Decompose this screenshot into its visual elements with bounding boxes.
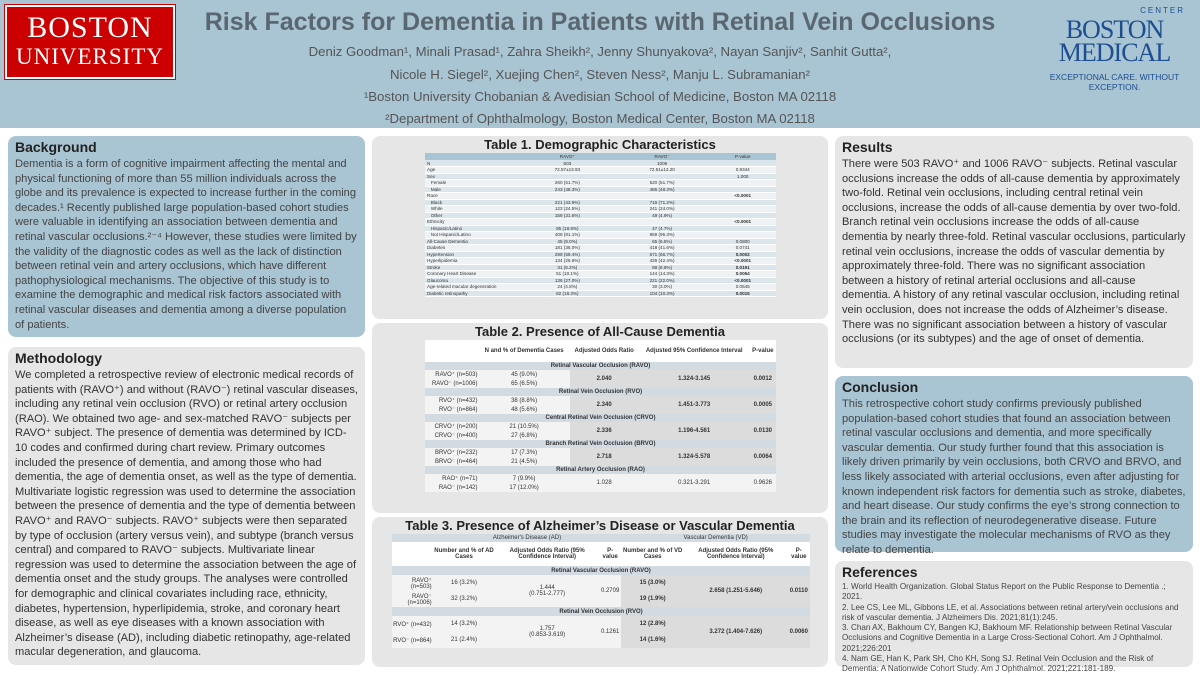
t2-col-1: N and % of Dementia Cases — [484, 348, 564, 354]
t1-cell: 299 (59.4%) — [520, 251, 615, 258]
t2-group-label: RAO⁻ (n=142) — [425, 483, 479, 492]
t2-pvalue: 0.0064 — [750, 448, 776, 466]
table-section-row — [425, 388, 776, 396]
t1-header-1: RAVO⁺ — [520, 153, 615, 160]
t2-pvalue: 0.9626 — [750, 474, 776, 492]
conclusion-text: This retrospective cohort study confirms previously published population-based cohort studies that found an association between retinal vascular occlusions and dementia, and more specifically vascular dementia. Our study further found that this association is likely driven primarily by vein occlusions, both CRVO and BRVO, and less likely associated with arterial occlusions, even after adjusting for known independent risk factors for dementia such as stroke, diabetes, and heart disease. Our study confirms the eye’s strong connection to the brain and its reflection of neurodegenerative disease. Future studies may investigate the molecular mechanisms of RVO as they relate to dementia. — [842, 398, 1186, 556]
t3-ad-label: Alzheimer's Disease (AD) — [492, 535, 562, 541]
bmc-line1: BOSTON — [1065, 15, 1164, 44]
t3-col-4: Number and % of VD Cases — [622, 548, 683, 560]
t2-odds-ratio: 2.040 — [570, 370, 639, 388]
t3-col-3: P-value — [602, 548, 618, 560]
table2-title: Table 2. Presence of All-Cause Dementia — [475, 324, 725, 339]
conclusion-heading: Conclusion — [842, 379, 919, 395]
t3-vd-label: Vascular Dementia (VD) — [683, 535, 748, 541]
table2-panel — [372, 323, 828, 513]
t2-ci: 0.321-3.291 — [639, 474, 750, 492]
t3-vd-cases: 12 (2.8%) — [621, 616, 684, 632]
authors-line-1: Deniz Goodman¹, Minali Prasad¹, Zahra Sheikh², Jenny Shunyakova², Nayan Sanjiv², Sanhit Gutta², — [308, 44, 892, 59]
table3-panel — [372, 517, 828, 667]
t3-vd-cases: 19 (1.9%) — [621, 591, 684, 607]
t2-odds-ratio: 1.028 — [570, 474, 639, 492]
demographics-table — [425, 153, 776, 297]
dementia-table — [425, 340, 776, 492]
t3-vd-pvalue: 0.0060 — [788, 616, 810, 648]
boston-medical-center-logo — [1032, 4, 1197, 92]
t3-ad-cases: 21 (2.4%) — [433, 632, 496, 648]
table-row — [392, 616, 810, 632]
results-text: There were 503 RAVO⁺ and 1006 RAVO⁻ subjects. Retinal vascular occlusions increase the odds of all-cause dementia by approximately two-fold. Retinal vein occlusions, including central retinal vein occlusions, increase the odds of all-cause dementia by over two-fold. Branch retinal vein occlusions increase the odds of all-cause dementia by nearly three-fold. Retinal vascular occlusions, particularly retinal vein occlusions, increase the odds of vascular dementia by approximately three-fold. There was no significant association between a history of retinal arterial occlusions and all-cause dementia. A history of any retinal vascular occlusion, including retinal vein occlusion, does not increase the odds of Alzheimer’s disease. There was no significant association between a history of vascular occlusions (or its subtypes) and the age of onset of dementia. — [842, 158, 1186, 346]
t2-col-3: Adjusted 95% Confidence Interval — [645, 348, 743, 354]
t2-group-label: CRVO⁻ (n=400) — [425, 431, 479, 440]
t3-col-2: Adjusted Odds Ratio (95% Confidence Interval) — [509, 548, 585, 560]
t1-cell: 503 — [520, 160, 615, 167]
results-panel — [835, 136, 1193, 368]
t2-col-2: Adjusted Odds Ratio — [574, 348, 634, 354]
table3-title: Table 3. Presence of Alzheimer’s Disease or Vascular Dementia — [405, 518, 795, 533]
table-row — [425, 448, 776, 457]
t1-cell: Race — [425, 193, 520, 200]
bmc-tagline: EXCEPTIONAL CARE. WITHOUT EXCEPTION. — [1049, 72, 1180, 92]
table-row — [425, 474, 776, 483]
t2-cases: 48 (5.6%) — [479, 405, 570, 414]
results-heading: Results — [842, 139, 893, 155]
t1-cell: 716 (71.2%) — [615, 199, 710, 206]
t3-ad-cases: 32 (3.2%) — [433, 591, 496, 607]
t1-cell: 426 (42.4%) — [615, 258, 710, 265]
t3-vd-cases: 14 (1.6%) — [621, 632, 684, 648]
t1-cell: Coronary Heart Disease — [425, 271, 520, 278]
t1-cell: Sex — [425, 173, 520, 180]
t2-cases: 17 (7.3%) — [479, 448, 570, 457]
t1-cell: 134 (26.6%) — [520, 258, 615, 265]
table1-title: Table 1. Demographic Characteristics — [484, 137, 716, 152]
t3-col-1: Number and % of AD Cases — [434, 548, 494, 560]
t1-cell: 486 (48.3%) — [615, 186, 710, 193]
t1-cell: 0.0545 — [709, 284, 776, 291]
t3-group-label: RVO⁻ (n=864) — [392, 632, 433, 648]
t1-cell: 30 (3.0%) — [615, 284, 710, 291]
t2-cases: 45 (9.0%) — [479, 370, 570, 379]
table-section-row — [392, 607, 810, 616]
t1-cell: Other — [425, 212, 520, 219]
t3-vd-pvalue: 0.0110 — [788, 575, 810, 607]
background-text: Dementia is a form of cognitive impairment affecting the mental and physical functioning of more than 55 million individuals across the globe and its prevalence is expected to increase further in the coming decades.¹ Recently published large population-based cohort studies were valuable in identifying an association between dementia and retinal vascular occlusions.²⁻⁴ However, these studies were limited by the validity of the diagnostic codes as well as the lack of distinction between retinal vein and artery occlusions, which have different pathophysiological mechanisms. The objective of this study is to examine the demographic and medical risk factors associated with retinal vascular diseases and dementia among a diverse population of patients. — [15, 158, 357, 331]
t1-cell: 959 (95.3%) — [615, 232, 710, 239]
t1-header-2: RAVO⁻ — [615, 153, 710, 160]
t1-cell: Not Hispanic/Latino — [425, 232, 520, 239]
background-panel — [8, 136, 365, 337]
methodology-heading: Methodology — [15, 350, 103, 366]
t1-cell: <0.0001 — [709, 258, 776, 265]
t1-cell: Diabetic retinopathy — [425, 290, 520, 297]
background-heading: Background — [15, 139, 97, 155]
t1-cell: <0.0001 — [709, 193, 776, 200]
t2-ci: 1.451-3.773 — [639, 396, 750, 414]
t1-cell: 95 (18.9%) — [520, 225, 615, 232]
t1-cell: 82 (16.3%) — [520, 290, 615, 297]
t2-section: Branch Retinal Vein Occlusion (BRVO) — [425, 440, 776, 448]
t3-ad-or-ci: (0.751-2.777) — [529, 591, 566, 597]
t1-cell: 181 (36.0%) — [520, 245, 615, 252]
t1-cell: Age — [425, 167, 520, 174]
t3-ad-or-value: 1.444 — [539, 585, 555, 591]
t1-cell: 0.0800 — [709, 238, 776, 245]
t3-section: Retinal Vein Occlusion (RVO) — [392, 607, 810, 616]
table-section-row — [425, 466, 776, 474]
t3-ad-pvalue: 0.2709 — [599, 575, 621, 607]
affiliation-1: ¹Boston University Chobanian & Avedisian School of Medicine, Boston MA 02118 — [363, 89, 837, 104]
boston-university-logo — [5, 5, 175, 79]
t1-cell: Diabetes — [425, 245, 520, 252]
t3-ad-odds-ratio — [495, 616, 599, 648]
t2-cases: 21 (10.5%) — [479, 422, 570, 431]
table-row — [392, 575, 810, 591]
t1-cell: Hyperlipidemia — [425, 258, 520, 265]
t1-cell: 260 (51.7%) — [520, 180, 615, 187]
t1-cell: Glaucoma — [425, 277, 520, 284]
t3-ad-odds-ratio — [495, 575, 599, 607]
reference-1: 1. World Health Organization. Global Status Report on the Public Response to Dementia .; 2021. — [842, 582, 1166, 602]
t1-cell: Male — [425, 186, 520, 193]
t1-cell: 0.0002 — [709, 251, 776, 258]
t2-cases: 17 (12.0%) — [479, 483, 570, 492]
t3-ad-or-value: 1.757 — [539, 626, 555, 632]
table-section-row — [425, 362, 776, 370]
t2-section: Retinal Vein Occlusion (RVO) — [425, 388, 776, 396]
table-section-row — [425, 414, 776, 422]
t1-cell: 31 (6.2%) — [520, 264, 615, 271]
t1-cell: <0.0001 — [709, 219, 776, 226]
t1-cell: White — [425, 206, 520, 213]
t3-vd-odds-ratio: 3.272 (1.404-7.626) — [684, 616, 788, 648]
t1-cell: 0.0015 — [709, 290, 776, 297]
t1-cell: 221 (22.0%) — [615, 277, 710, 284]
t1-cell: 241 (24.0%) — [615, 206, 710, 213]
t2-cases: 38 (8.8%) — [479, 396, 570, 405]
t2-group-label: BRVO⁺ (n=232) — [425, 448, 479, 457]
t1-cell: 72.51±13.20 — [615, 167, 710, 174]
t3-ad-cases: 14 (3.2%) — [433, 616, 496, 632]
t1-cell: 65 (6.5%) — [615, 238, 710, 245]
affiliation-2: ²Department of Ophthalmology, Boston Medical Center, Boston MA 02118 — [385, 111, 815, 126]
t3-col-5: Adjusted Odds Ratio (95% Confidence Interval) — [698, 548, 774, 560]
t1-cell: 0.0064 — [709, 271, 776, 278]
table-section-row — [392, 566, 810, 575]
t2-group-label: RVO⁺ (n=432) — [425, 396, 479, 405]
reference-4: 4. Nam GE, Han K, Park SH, Cho KH, Song SJ. Retinal Vein Occlusion and the Risk of Dementia: A Nationwide Cohort Study. Am J Ophthalmol. 2021;221:181-189. — [842, 654, 1154, 674]
t3-ad-pvalue: 0.1261 — [599, 616, 621, 648]
t1-cell: N — [425, 160, 520, 167]
t2-group-label: RAVO⁻ (n=1006) — [425, 379, 479, 388]
t1-cell: 520 (51.7%) — [615, 180, 710, 187]
t1-cell: Age-related macular degeneration — [425, 284, 520, 291]
t1-cell: 24 (4.8%) — [520, 284, 615, 291]
t1-cell: 418 (41.6%) — [615, 245, 710, 252]
t2-cases: 65 (6.5%) — [479, 379, 570, 388]
t2-odds-ratio: 2.340 — [570, 396, 639, 414]
table-row — [425, 422, 776, 431]
t2-col-4: P-value — [752, 348, 774, 354]
t1-cell: 123 (24.5%) — [520, 206, 615, 213]
poster-title: Risk Factors for Dementia in Patients with Retinal Vein Occlusions — [204, 8, 996, 36]
t1-cell: 47 (4.7%) — [615, 225, 710, 232]
t2-group-label: RAO⁺ (n=71) — [425, 474, 479, 483]
t1-cell: Black — [425, 199, 520, 206]
t1-cell: 51 (10.1%) — [520, 271, 615, 278]
table1-panel — [372, 136, 828, 319]
t1-cell: Ethnicity — [425, 219, 520, 226]
t2-section: Retinal Vascular Occlusion (RAVO) — [425, 362, 776, 370]
t1-cell: 88 (8.8%) — [615, 264, 710, 271]
t1-cell: 159 (31.6%) — [520, 212, 615, 219]
ad-vd-table — [392, 534, 810, 648]
t2-pvalue: 0.0005 — [750, 396, 776, 414]
t3-group-label: RVO⁺ (n=432) — [392, 616, 433, 632]
t3-ad-cases: 16 (3.2%) — [433, 575, 496, 591]
methodology-text: We completed a retrospective review of electronic medical records of patients with (RAVO⁺) and without (RAVO⁻) retinal vascular diseases, including any retinal vein occlusion (RVO) or retinal artery occlusion (RAO). We obtained two age- and sex-matched RAVO⁻ subjects per RAVO⁺ subject. The presence of dementia was determined by ICD-10 codes and confirmed during chart review. Primary outcomes included the presence of dementia, and among those who had dementia, the age of dementia onset, as well as the type of dementia. Multivariate logistic regression was used to determine the association between the presence of dementia and the type of dementia between RAVO⁺ and RAVO⁻ subjects. RAVO⁺ subjects were then separated by type of occlusion (artery versus vein), and subtype (branch versus central) and compared to RAVO⁻ subjects. Multivariate linear regression was used to determine the association between the age of dementia onset and the study groups. The analyses were controlled for demographic and clinical covariates including race, ethnicity, diabetes, hypertension, hyperlipidemia, stroke, and coronary heart disease, as well as eye diseases with a known association with Alzheimer’s disease (AD), including diabetic retinopathy, age-related macular degeneration, and glaucoma. — [15, 369, 359, 659]
t3-vd-odds-ratio: 2.658 (1.251-5.646) — [684, 575, 788, 607]
t3-col-6: P-value — [791, 548, 807, 560]
t2-odds-ratio: 2.718 — [570, 448, 639, 466]
bu-logo-line1: BOSTON — [27, 11, 153, 44]
t1-cell: 1006 — [615, 160, 710, 167]
t3-vd-cases: 15 (3.0%) — [621, 575, 684, 591]
t1-header-3: P-value — [709, 153, 776, 160]
t1-cell: Stroke — [425, 264, 520, 271]
t2-pvalue: 0.0130 — [750, 422, 776, 440]
t2-group-label: BRVO⁻ (n=464) — [425, 457, 479, 466]
t1-cell: 144 (14.3%) — [615, 271, 710, 278]
reference-2: 2. Lee CS, Lee ML, Gibbons LE, et al. Associations between retinal artery/vein occlusions and risk of vascular dementia. J Alzheimers Dis. 2021;81(1):245. — [842, 602, 1179, 622]
t2-ci: 1.324-5.578 — [639, 448, 750, 466]
t2-group-label: RVO⁻ (n=864) — [425, 405, 479, 414]
t1-cell: 243 (48.3%) — [520, 186, 615, 193]
t2-pvalue: 0.0012 — [750, 370, 776, 388]
authors-line-2: Nicole H. Siegel², Xuejing Chen², Steven Ness², Manju L. Subramanian² — [389, 67, 810, 82]
table-row — [425, 370, 776, 379]
t1-header-0 — [425, 153, 520, 160]
t1-cell: Hypertension — [425, 251, 520, 258]
references-heading: References — [842, 564, 918, 580]
table-section-row — [425, 440, 776, 448]
t2-group-label: RAVO⁺ (n=503) — [425, 370, 479, 379]
t3-group-label: RAVO⁺ (n=503) — [392, 575, 433, 591]
t1-cell: 0.9344 — [709, 167, 776, 174]
t1-cell: 49 (4.9%) — [615, 212, 710, 219]
t1-cell: 0.0741 — [709, 245, 776, 252]
t2-ci: 1.324-3.145 — [639, 370, 750, 388]
table-row — [425, 290, 776, 297]
t1-cell: 221 (43.9%) — [520, 199, 615, 206]
t2-section: Central Retinal Vein Occlusion (CRVO) — [425, 414, 776, 422]
t1-cell: 45 (9.0%) — [520, 238, 615, 245]
t1-cell: Female — [425, 180, 520, 187]
t1-cell: 104 (10.3%) — [615, 290, 710, 297]
t1-cell: 0.0191 — [709, 264, 776, 271]
t1-cell: 136 (27.0%) — [520, 277, 615, 284]
t2-ci: 1.196-4.561 — [639, 422, 750, 440]
t1-cell: 1.000 — [709, 173, 776, 180]
t1-cell: 671 (66.7%) — [615, 251, 710, 258]
table-row — [425, 396, 776, 405]
t1-cell: 72.57±13.93 — [520, 167, 615, 174]
t2-cases: 7 (9.9%) — [479, 474, 570, 483]
t3-section: Retinal Vascular Occlusion (RAVO) — [392, 566, 810, 575]
t2-cases: 21 (4.5%) — [479, 457, 570, 466]
bmc-line2: MEDICAL — [1058, 38, 1171, 67]
t3-ad-or-ci: (0.853-3.619) — [529, 632, 566, 638]
reference-3: 3. Chan AX, Bakhoum CY, Bangen KJ, Bakhoum MF. Relationship between Retinal Vascular Occlusions and Cognitive Dementia in a Large Cross-Sectional Cohort. Am J Ophthalmol. 2021;226:201 — [842, 623, 1173, 653]
t3-group-label: RAVO⁻ (n=1006) — [392, 591, 433, 607]
conclusion-panel — [835, 376, 1193, 556]
t1-cell: Hispanic/Latino — [425, 225, 520, 232]
bu-logo-line2: UNIVERSITY — [16, 44, 164, 69]
bmc-center-text: CENTER — [1140, 6, 1185, 15]
t2-section: Retinal Artery Occlusion (RAO) — [425, 466, 776, 474]
t2-cases: 27 (6.8%) — [479, 431, 570, 440]
t2-odds-ratio: 2.336 — [570, 422, 639, 440]
t1-cell: 408 (81.1%) — [520, 232, 615, 239]
methodology-panel — [8, 347, 365, 665]
t1-cell: <0.0001 — [709, 277, 776, 284]
t1-cell: All-Cause Dementia — [425, 238, 520, 245]
t2-group-label: CRVO⁺ (n=200) — [425, 422, 479, 431]
references-panel — [835, 561, 1193, 674]
t2-col-0 — [425, 340, 479, 362]
t3-col-0 — [392, 542, 433, 566]
